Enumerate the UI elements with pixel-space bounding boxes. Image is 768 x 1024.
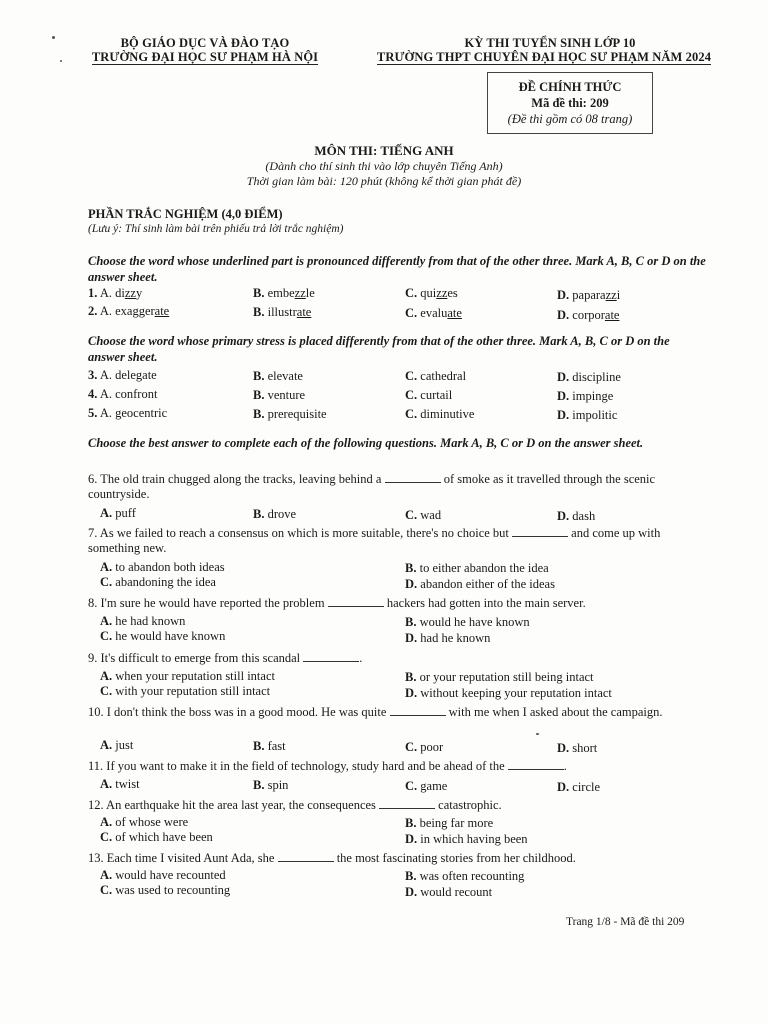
question-4-option-b: B. venture — [253, 388, 306, 402]
question-5-option-d: D. impolitic — [557, 408, 618, 422]
exam-code: Mã đề thi: 209 — [531, 96, 609, 110]
question-1-option-a: 1. A. dizzy — [88, 286, 143, 300]
official-label: ĐỀ CHÍNH THỨC — [518, 80, 622, 94]
question-11-option-b: B. spin — [253, 778, 289, 792]
question-12-stem: 12. An earthquake hit the area last year, the consequences catastrophic. — [88, 798, 502, 812]
question-2-option-a: 2. A. exaggerate — [88, 304, 170, 318]
page-footer: Trang 1/8 - Mã đề thi 209 — [566, 916, 685, 928]
section-note: (Lưu ý: Thí sinh làm bài trên phiếu trả lời trắc nghiệm) — [88, 223, 344, 235]
question-5-option-b: B. prerequisite — [253, 407, 327, 421]
university-name: TRƯỜNG ĐẠI HỌC SƯ PHẠM HÀ NỘI — [91, 50, 319, 64]
question-7-option-d: D. abandon either of the ideas — [405, 577, 555, 591]
question-1-option-b: B. embezzle — [253, 286, 315, 300]
question-7-option-b: B. to either abandon the idea — [405, 561, 549, 575]
question-11-option-c: C. game — [405, 779, 448, 793]
question-9-option-d: D. without keeping your reputation intact — [405, 686, 612, 700]
instruction-pronunciation: Choose the word whose underlined part is pronounced differently from that of the other three. Mark A, B, C or D on the answer sheet. — [88, 254, 706, 284]
instruction-complete: Choose the best answer to complete each of the following questions. Mark A, B, C or D on the answer sheet. — [88, 436, 644, 450]
question-9-option-a: A. when your reputation still intact — [100, 669, 275, 683]
question-2-option-b: B. illustrate — [253, 305, 312, 319]
question-10-option-a: A. just — [100, 738, 134, 752]
scan-speck — [52, 36, 55, 39]
question-9-option-b: B. or your reputation still being intact — [405, 670, 594, 684]
question-6-option-c: C. wad — [405, 508, 442, 522]
scan-speck — [60, 60, 62, 62]
question-11-option-d: D. circle — [557, 780, 601, 794]
question-10-stem: 10. I don't think the boss was in a good mood. He was quite with me when I asked about the campaign. — [88, 705, 663, 719]
question-3-option-b: B. elevate — [253, 369, 303, 383]
question-13-option-c: C. was used to recounting — [100, 883, 231, 897]
question-3-option-c: C. cathedral — [405, 369, 467, 383]
exam-title: KỲ THI TUYỂN SINH LỚP 10 — [464, 36, 636, 50]
question-7-option-c: C. abandoning the idea — [100, 575, 216, 589]
question-1-option-c: C. quizzes — [405, 286, 458, 300]
question-12-option-b: B. being far more — [405, 816, 494, 830]
question-3-option-d: D. discipline — [557, 370, 621, 384]
question-6-option-a: A. puff — [100, 506, 136, 520]
question-7-stem: 7. As we failed to reach a consensus on which is more suitable, there's no choice but and come up with something new. — [88, 526, 661, 555]
scan-speck — [536, 733, 539, 735]
question-5-option-c: C. diminutive — [405, 407, 475, 421]
ministry-name: BỘ GIÁO DỤC VÀ ĐÀO TẠO — [120, 36, 290, 50]
question-2-option-c: C. evaluate — [405, 306, 462, 320]
question-4-option-c: C. curtail — [405, 388, 453, 402]
question-6-option-b: B. drove — [253, 507, 297, 521]
question-1-option-d: D. paparazzi — [557, 288, 621, 302]
question-2-option-d: D. corporate — [557, 308, 620, 322]
subject-audience: (Dành cho thí sinh thi vào lớp chuyên Tiếng Anh) — [265, 159, 503, 173]
official-exam-box — [487, 72, 653, 134]
question-11-option-a: A. twist — [100, 777, 140, 791]
page-count: (Đề thi gồm có 08 trang) — [507, 112, 633, 126]
question-7-option-a: A. to abandon both ideas — [100, 560, 225, 574]
question-11-stem: 11. If you want to make it in the field of technology, study hard and be ahead of the . — [88, 759, 567, 773]
question-9-stem: 9. It's difficult to emerge from this scandal . — [88, 651, 363, 665]
question-13-option-a: A. would have recounted — [100, 868, 226, 882]
question-8-option-d: D. had he known — [405, 631, 491, 645]
question-13-option-b: B. was often recounting — [405, 869, 525, 883]
question-13-option-d: D. would recount — [405, 885, 493, 899]
question-8-option-c: C. he would have known — [100, 629, 226, 643]
question-6-stem: 6. The old train chugged along the tracks, leaving behind a of smoke as it travelled through the scenic countryside. — [88, 472, 656, 501]
question-10-option-c: C. poor — [405, 740, 444, 754]
question-8-option-b: B. would he have known — [405, 615, 530, 629]
question-9-option-c: C. with your reputation still intact — [100, 684, 271, 698]
question-12-option-a: A. of whose were — [100, 815, 189, 829]
question-8-option-a: A. he had known — [100, 614, 186, 628]
question-5-option-a: 5. A. geocentric — [88, 406, 168, 420]
question-6-option-d: D. dash — [557, 509, 596, 523]
section-title: PHẦN TRẮC NGHIỆM (4,0 ĐIỂM) — [88, 207, 283, 221]
question-10-option-d: D. short — [557, 741, 598, 755]
question-13-stem: 13. Each time I visited Aunt Ada, she the most fascinating stories from her childhood. — [88, 851, 576, 865]
question-10-option-b: B. fast — [253, 739, 286, 753]
school-name: TRƯỜNG THPT CHUYÊN ĐẠI HỌC SƯ PHẠM NĂM 2024 — [376, 50, 712, 64]
question-3-option-a: 3. A. delegate — [88, 368, 157, 382]
subject-title: MÔN THI: TIẾNG ANH — [314, 143, 454, 158]
question-4-option-a: 4. A. confront — [88, 387, 158, 401]
question-8-stem: 8. I'm sure he would have reported the problem hackers had gotten into the main server. — [88, 596, 586, 610]
instruction-stress: Choose the word whose primary stress is placed differently from that of the other three. Mark A, B, C or D on the answer sheet. — [88, 334, 670, 364]
question-4-option-d: D. impinge — [557, 389, 614, 403]
question-12-option-c: C. of which have been — [100, 830, 213, 844]
question-12-option-d: D. in which having been — [405, 832, 528, 846]
time-limit: Thời gian làm bài: 120 phút (không kể thời gian phát đề) — [246, 174, 522, 188]
